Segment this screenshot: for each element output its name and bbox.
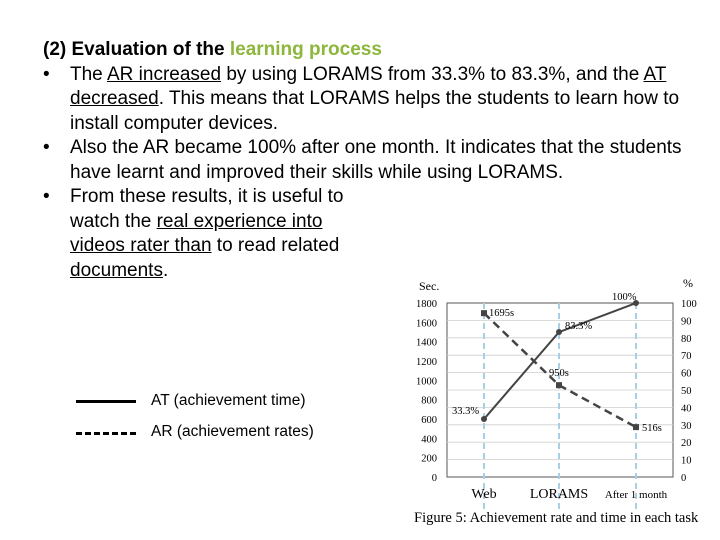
bullet-text: by using LORAMS from 33.3% to 83.3%, and the (221, 63, 644, 85)
section-heading (43, 38, 720, 63)
right-tick-label: 10 (681, 455, 692, 467)
bullet-marker: • (43, 186, 50, 207)
heading-prefix: (2) Evaluation of the (43, 39, 230, 60)
category-label: LORAMS (529, 487, 589, 502)
bullet-item (40, 63, 720, 137)
data-label: 516s (642, 423, 662, 435)
data-point-square (481, 310, 487, 316)
right-tick-label: 50 (681, 386, 692, 397)
right-tick-label: 0 (681, 473, 687, 484)
bullet-text: to read related (211, 235, 340, 256)
data-label: 100% (612, 292, 637, 303)
left-tick-label: 200 (421, 453, 437, 465)
left-axis-unit: Sec. (419, 279, 440, 293)
left-tick-label: 600 (421, 415, 437, 426)
left-tick-label: 1600 (416, 318, 437, 330)
bullet-text: Also the AR became 100% after one month. It indicates that the students have learnt and improved their skills while using LORAMS. (70, 137, 682, 183)
right-tick-label: 90 (681, 316, 692, 328)
slide-text (40, 38, 720, 283)
data-point-circle (556, 329, 562, 335)
left-tick-label: 400 (421, 434, 437, 446)
data-point-circle (481, 416, 487, 422)
left-tick-label: 1000 (416, 376, 437, 388)
left-tick-label: 1800 (416, 299, 437, 310)
left-tick-label: 0 (431, 473, 437, 484)
underlined-phrase: real experience into (156, 210, 323, 232)
bullet-item (40, 185, 720, 283)
category-label: Web (471, 487, 497, 502)
bullet-item (40, 136, 720, 185)
underlined-phrase: AT decreased (70, 63, 667, 109)
right-tick-label: 60 (681, 368, 692, 380)
bullet-text: From these results, it is useful to (70, 186, 344, 207)
bullet-text: watch the (70, 210, 157, 232)
data-label: 1695s (489, 308, 515, 320)
right-tick-label: 20 (681, 438, 692, 450)
underlined-phrase: documents (70, 259, 163, 281)
heading-accent: learning process (229, 39, 382, 60)
left-tick-label: 800 (421, 395, 437, 407)
solid-line-swatch (76, 400, 136, 403)
bullet-text: . This means that LORAMS helps the students to learn how to install computer devices. (70, 88, 680, 134)
data-point-square (633, 424, 639, 430)
bullet-text: . (162, 259, 169, 281)
underlined-phrase: videos rater than (70, 235, 212, 256)
category-label: After 1 month (604, 489, 668, 501)
chart-svg (405, 270, 717, 510)
right-tick-label: 40 (681, 403, 692, 415)
legend-label-ar: AR (achievement rates) (151, 423, 314, 440)
bullet-list (40, 63, 720, 284)
data-point-square (556, 382, 562, 388)
left-tick-label: 1200 (416, 357, 437, 368)
right-tick-label: 70 (681, 351, 692, 363)
bullet-text: The (70, 63, 107, 85)
right-tick-label: 30 (681, 420, 692, 432)
dashed-line-swatch (76, 432, 136, 435)
data-label: 33.3% (452, 406, 480, 418)
right-tick-label: 100 (681, 299, 697, 310)
data-label: 950s (549, 368, 569, 380)
legend-label-at: AT (achievement time) (151, 392, 306, 409)
achievement-chart (405, 270, 717, 532)
right-tick-label: 80 (681, 333, 692, 345)
underlined-phrase: AR increased (106, 63, 222, 85)
figure-caption: Figure 5: Achievement rate and time in each task (414, 510, 699, 526)
right-axis-unit: % (683, 276, 693, 290)
left-tick-label: 1400 (416, 337, 437, 349)
data-label: 83.3% (565, 321, 593, 333)
bullet-marker: • (43, 137, 50, 158)
bullet-marker: • (43, 63, 50, 85)
